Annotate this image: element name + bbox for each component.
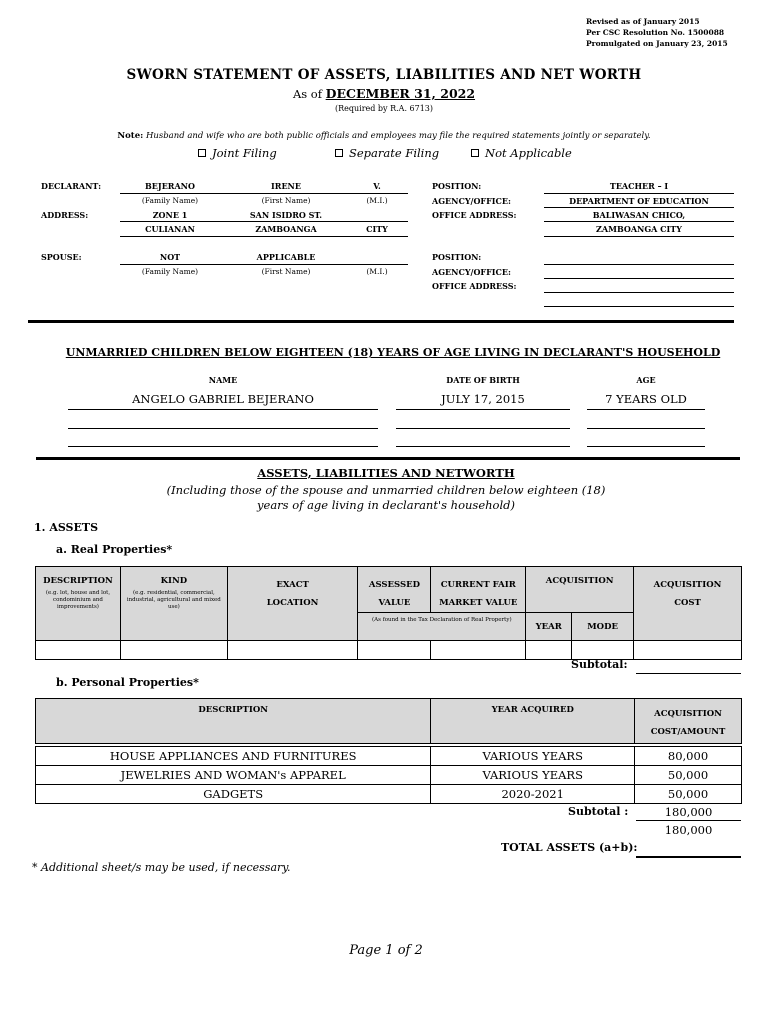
- mi-caption: (M.I.): [366, 267, 388, 276]
- personal-year-cell: 2020-2021: [431, 785, 635, 804]
- family-name-caption: (Family Name): [141, 267, 199, 276]
- as-of-line: [0, 86, 768, 101]
- address-line: SAN ISIDRO ST.: [249, 210, 323, 220]
- revision-line: Promulgated on January 23, 2015: [586, 39, 728, 48]
- alnw-subtitle: years of age living in declarant's household): [257, 498, 515, 512]
- child-dob: JULY 17, 2015: [441, 392, 525, 406]
- agency-label: AGENCY/OFFICE:: [432, 196, 511, 206]
- personal-year-cell: VARIOUS YEARS: [431, 766, 635, 785]
- address-line: CITY: [366, 224, 388, 234]
- address-line: ZAMBOANGA: [255, 224, 317, 234]
- required-by: (Required by R.A. 6713): [334, 104, 434, 113]
- personal-subtotal-label: Subtotal :: [568, 805, 629, 818]
- footnote: * Additional sheet/s may be used, if necessary.: [32, 861, 291, 874]
- spouse-first-name: APPLICABLE: [256, 252, 316, 262]
- family-name-caption: (Family Name): [141, 196, 199, 205]
- office-address-line: BALIWASAN CHICO,: [592, 210, 686, 220]
- separate-filing-option[interactable]: [335, 146, 439, 160]
- not-applicable-option[interactable]: [471, 146, 572, 160]
- joint-filing-label: Joint Filing: [212, 146, 277, 160]
- personal-desc-cell: GADGETS: [36, 785, 431, 804]
- children-age-header: AGE: [636, 375, 656, 385]
- real-location-header: EXACT LOCATION: [227, 567, 358, 641]
- position-value: TEACHER – I: [609, 181, 669, 191]
- revision-notice: [586, 16, 728, 49]
- declarant-middle-initial: V.: [373, 181, 381, 191]
- document-title: SWORN STATEMENT OF ASSETS, LIABILITIES AND NET WORTH: [126, 67, 642, 83]
- real-subtotal-label: Subtotal:: [571, 658, 628, 671]
- table-row: [36, 766, 742, 785]
- personal-desc-cell: HOUSE APPLIANCES AND FURNITURES: [36, 747, 431, 766]
- children-section-title: UNMARRIED CHILDREN BELOW EIGHTEEN (18) YEARS OF AGE LIVING IN DECLARANT'S HOUSEHOLD: [65, 346, 721, 359]
- alnw-subtitle: (Including those of the spouse and unmarried children below eighteen (18): [166, 483, 606, 497]
- table-row: [36, 747, 742, 766]
- real-mode-header: MODE: [572, 613, 634, 641]
- filing-note: [0, 131, 768, 141]
- spouse-label: SPOUSE:: [41, 252, 82, 262]
- mi-caption: (M.I.): [366, 196, 388, 205]
- address-label: ADDRESS:: [41, 210, 89, 220]
- alnw-title: ASSETS, LIABILITIES AND NETWORTH: [257, 466, 515, 480]
- children-name-header: NAME: [208, 375, 238, 385]
- personal-year-cell: VARIOUS YEARS: [431, 747, 635, 766]
- personal-properties-table: [35, 698, 742, 804]
- not-applicable-label: Not Applicable: [485, 146, 572, 160]
- personal-cost-cell: 50,000: [635, 766, 742, 785]
- joint-filing-option[interactable]: [198, 146, 277, 160]
- address-line: CULIANAN: [145, 224, 195, 234]
- declarant-label: DECLARANT:: [41, 181, 102, 191]
- assets-heading: 1. ASSETS: [34, 521, 99, 534]
- personal-cost-header: ACQUISITION COST/AMOUNT: [635, 699, 742, 744]
- spouse-position-label: POSITION:: [432, 252, 482, 262]
- spouse-office-address-label: OFFICE ADDRESS:: [432, 281, 517, 291]
- revision-line: Revised as of January 2015: [586, 17, 700, 26]
- real-desc-header: DESCRIPTION (e.g. lot, house and lot, condominium and improvements): [36, 567, 121, 641]
- agency-value: DEPARTMENT OF EDUCATION: [569, 196, 709, 206]
- real-year-header: YEAR: [526, 613, 572, 641]
- first-name-caption: (First Name): [261, 196, 311, 205]
- checkbox-icon[interactable]: [198, 149, 206, 157]
- table-row: [36, 641, 742, 660]
- personal-cost-cell: 80,000: [635, 747, 742, 766]
- personal-desc-cell: JEWELRIES AND WOMAN's APPAREL: [36, 766, 431, 785]
- real-properties-heading: a. Real Properties*: [56, 543, 173, 556]
- real-cost-header: ACQUISITION COST: [634, 567, 742, 641]
- real-kind-header: KIND (e.g. residential, commercial, industrial, agricultural and mixed use): [120, 567, 227, 641]
- real-assessed-header: ASSESSED VALUE: [358, 567, 431, 613]
- personal-desc-header: DESCRIPTION: [36, 699, 431, 744]
- personal-carry-value: 180,000: [664, 823, 713, 837]
- personal-properties-heading: b. Personal Properties*: [56, 676, 199, 689]
- child-age: 7 YEARS OLD: [605, 392, 687, 406]
- first-name-caption: (First Name): [261, 267, 311, 276]
- revision-line: Per CSC Resolution No. 1500088: [586, 28, 725, 37]
- section-divider: [36, 457, 740, 460]
- declarant-first-name: IRENE: [271, 181, 301, 191]
- personal-cost-cell: 50,000: [635, 785, 742, 804]
- table-row: [36, 785, 742, 804]
- child-name: ANGELO GABRIEL BEJERANO: [132, 392, 314, 406]
- address-line: ZONE 1: [152, 210, 188, 220]
- note-text: Husband and wife who are both public officials and employees may file the required statements jointly or separately.: [145, 131, 651, 141]
- personal-subtotal-value: 180,000: [664, 805, 713, 819]
- as-of-date: DECEMBER 31, 2022: [325, 86, 476, 101]
- total-assets-label: TOTAL ASSETS (a+b):: [501, 841, 638, 854]
- office-address-line: ZAMBOANGA CITY: [596, 224, 682, 234]
- real-found-note: (As found in the Tax Declaration of Real Property): [358, 613, 526, 641]
- checkbox-icon[interactable]: [335, 149, 343, 157]
- page-number: Page 1 of 2: [349, 943, 423, 958]
- real-market-header: CURRENT FAIR MARKET VALUE: [431, 567, 526, 613]
- office-address-label: OFFICE ADDRESS:: [432, 210, 517, 220]
- personal-year-header: YEAR ACQUIRED: [431, 699, 635, 744]
- spouse-agency-label: AGENCY/OFFICE:: [432, 267, 511, 277]
- spouse-family-name: NOT: [159, 252, 181, 262]
- checkbox-icon[interactable]: [471, 149, 479, 157]
- real-acquisition-header: ACQUISITION: [526, 567, 634, 613]
- position-label: POSITION:: [432, 181, 482, 191]
- declarant-family-name: BEJERANO: [145, 181, 195, 191]
- children-dob-header: DATE OF BIRTH: [446, 375, 520, 385]
- section-divider: [28, 320, 734, 323]
- total-assets-line: [636, 856, 741, 858]
- as-of-label: As of: [292, 87, 322, 101]
- separate-filing-label: Separate Filing: [349, 146, 440, 160]
- real-properties-table: [35, 566, 742, 660]
- note-label: Note:: [117, 131, 144, 141]
